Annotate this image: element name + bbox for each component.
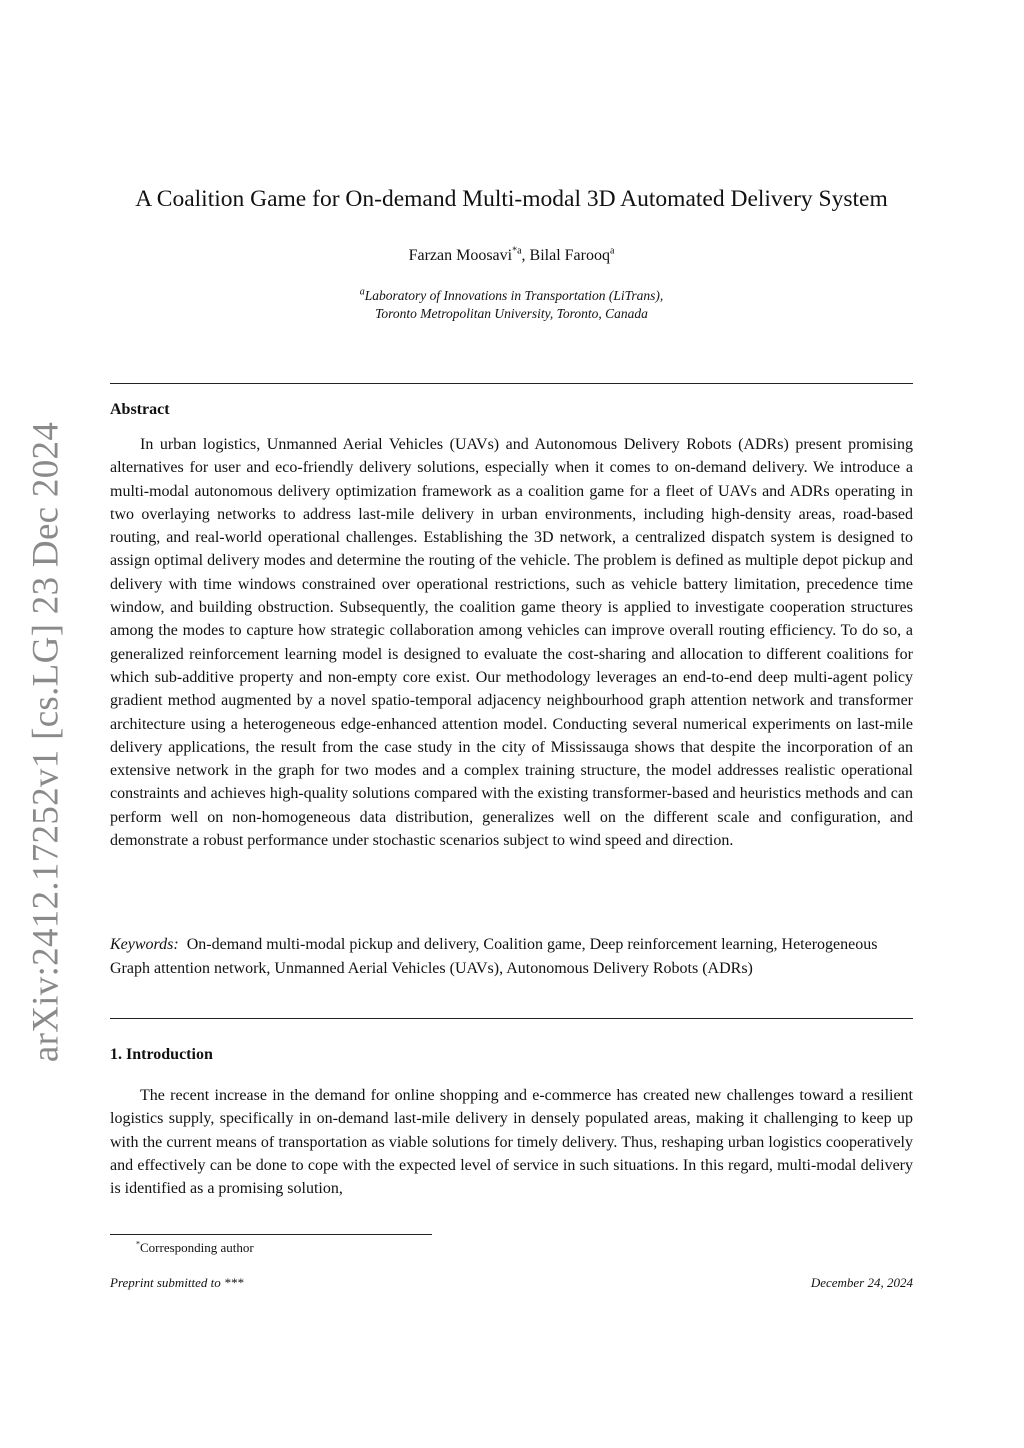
footnote-text: Corresponding author — [140, 1240, 254, 1255]
author-separator: , — [521, 247, 530, 264]
author-name: Farzan Moosavi — [408, 247, 513, 264]
keywords-label: Keywords: — [110, 936, 179, 953]
introduction-text: The recent increase in the demand for online shopping and e-commerce has created new challenges toward a resilient logistics supply, specifically in on-demand last-mile delivery in densely populated areas, making it challenging to keep up with the current means of transportation as viable solutions for timely delivery. Thus, reshaping urban logistics cooperatively and effectively can be done to cope with the expected level of service in such situations. In this regard, multi-modal delivery is identified as a promising solution, — [110, 1087, 913, 1198]
affiliation-line-1 — [110, 287, 913, 305]
paper-title: A Coalition Game for On-demand Multi-modal 3D Automated Delivery System — [135, 186, 888, 212]
footnote-mark: * — [136, 1239, 140, 1249]
section-heading-introduction: 1. Introduction — [110, 1046, 213, 1063]
abstract-heading: Abstract — [110, 401, 170, 418]
footnote-rule — [110, 1234, 432, 1235]
footer-preprint-note: Preprint submitted to *** — [110, 1275, 244, 1290]
keywords-list: On-demand multi-modal pickup and delivery, Coalition game, Deep reinforcement learning, Heterogeneous Graph attention network, Unmanned Aerial Vehicles (UAVs), Autonomous Delivery Robots (ADRs) — [110, 936, 878, 977]
author-name: Bilal Farooq — [529, 247, 610, 264]
author-list — [110, 247, 913, 265]
affiliation-line-2: Toronto Metropolitan University, Toronto, Canada — [375, 306, 648, 321]
abstract-top-rule — [110, 383, 913, 384]
affiliation — [110, 287, 913, 323]
footnote — [136, 1240, 254, 1256]
affiliation-lab: Laboratory of Innovations in Transportation (LiTrans), — [364, 288, 664, 303]
author-affiliation-mark: a — [609, 245, 615, 257]
author-affiliation-mark: *a — [512, 245, 522, 257]
keywords — [110, 933, 910, 980]
abstract-bottom-rule — [110, 1018, 913, 1019]
abstract-text: In urban logistics, Unmanned Aerial Vehicles (UAVs) and Autonomous Delivery Robots (ADRs) present promising alternatives for user and eco-friendly delivery solutions, especially when it comes to on-demand delivery. We introduce a multi-modal autonomous delivery optimization framework as a coalition game for a fleet of UAVs and ADRs operating in two overlaying networks to address last-mile delivery in urban environments, including high-density areas, road-based routing, and real-world operational challenges. Establishing the 3D network, a centralized dispatch system is designed to assign optimal delivery modes and determine the routing of the vehicle. The problem is defined as multiple depot pickup and delivery with time windows constrained over operational restrictions, such as vehicle battery limitation, precedence time window, and building obstruction. Subsequently, the coalition game theory is applied to investigate cooperation structures among the modes to capture how strategic collaboration among vehicles can improve overall routing efficiency. To do so, a generalized reinforcement learning model is designed to evaluate the cost-sharing and allocation to different coalitions for which sub-additive property and non-empty core exist. Our methodology leverages an end-to-end deep multi-agent policy gradient method augmented by a novel spatio-temporal adjacency neighbourhood graph attention network and transformer architecture using a heterogeneous edge-enhanced attention model. Conducting several numerical experiments on last-mile delivery applications, the result from the case study in the city of Mississauga shows that despite the incorporation of an extensive network in the graph for two modes and a complex training structure, the model addresses realistic operational constraints and achieves high-quality solutions compared with the existing transformer-based and heuristics methods and can perform well on non-homogeneous data distribution, generalizes well on the different scale and configuration, and demonstrate a robust performance under stochastic scenarios subject to wind speed and direction. — [110, 436, 913, 850]
footer-date: December 24, 2024 — [810, 1275, 913, 1290]
affiliation-mark: a — [359, 286, 365, 298]
arxiv-identifier-stamp: arXiv:2412.17252v1 [cs.LG] 23 Dec 2024 — [25, 421, 67, 1063]
